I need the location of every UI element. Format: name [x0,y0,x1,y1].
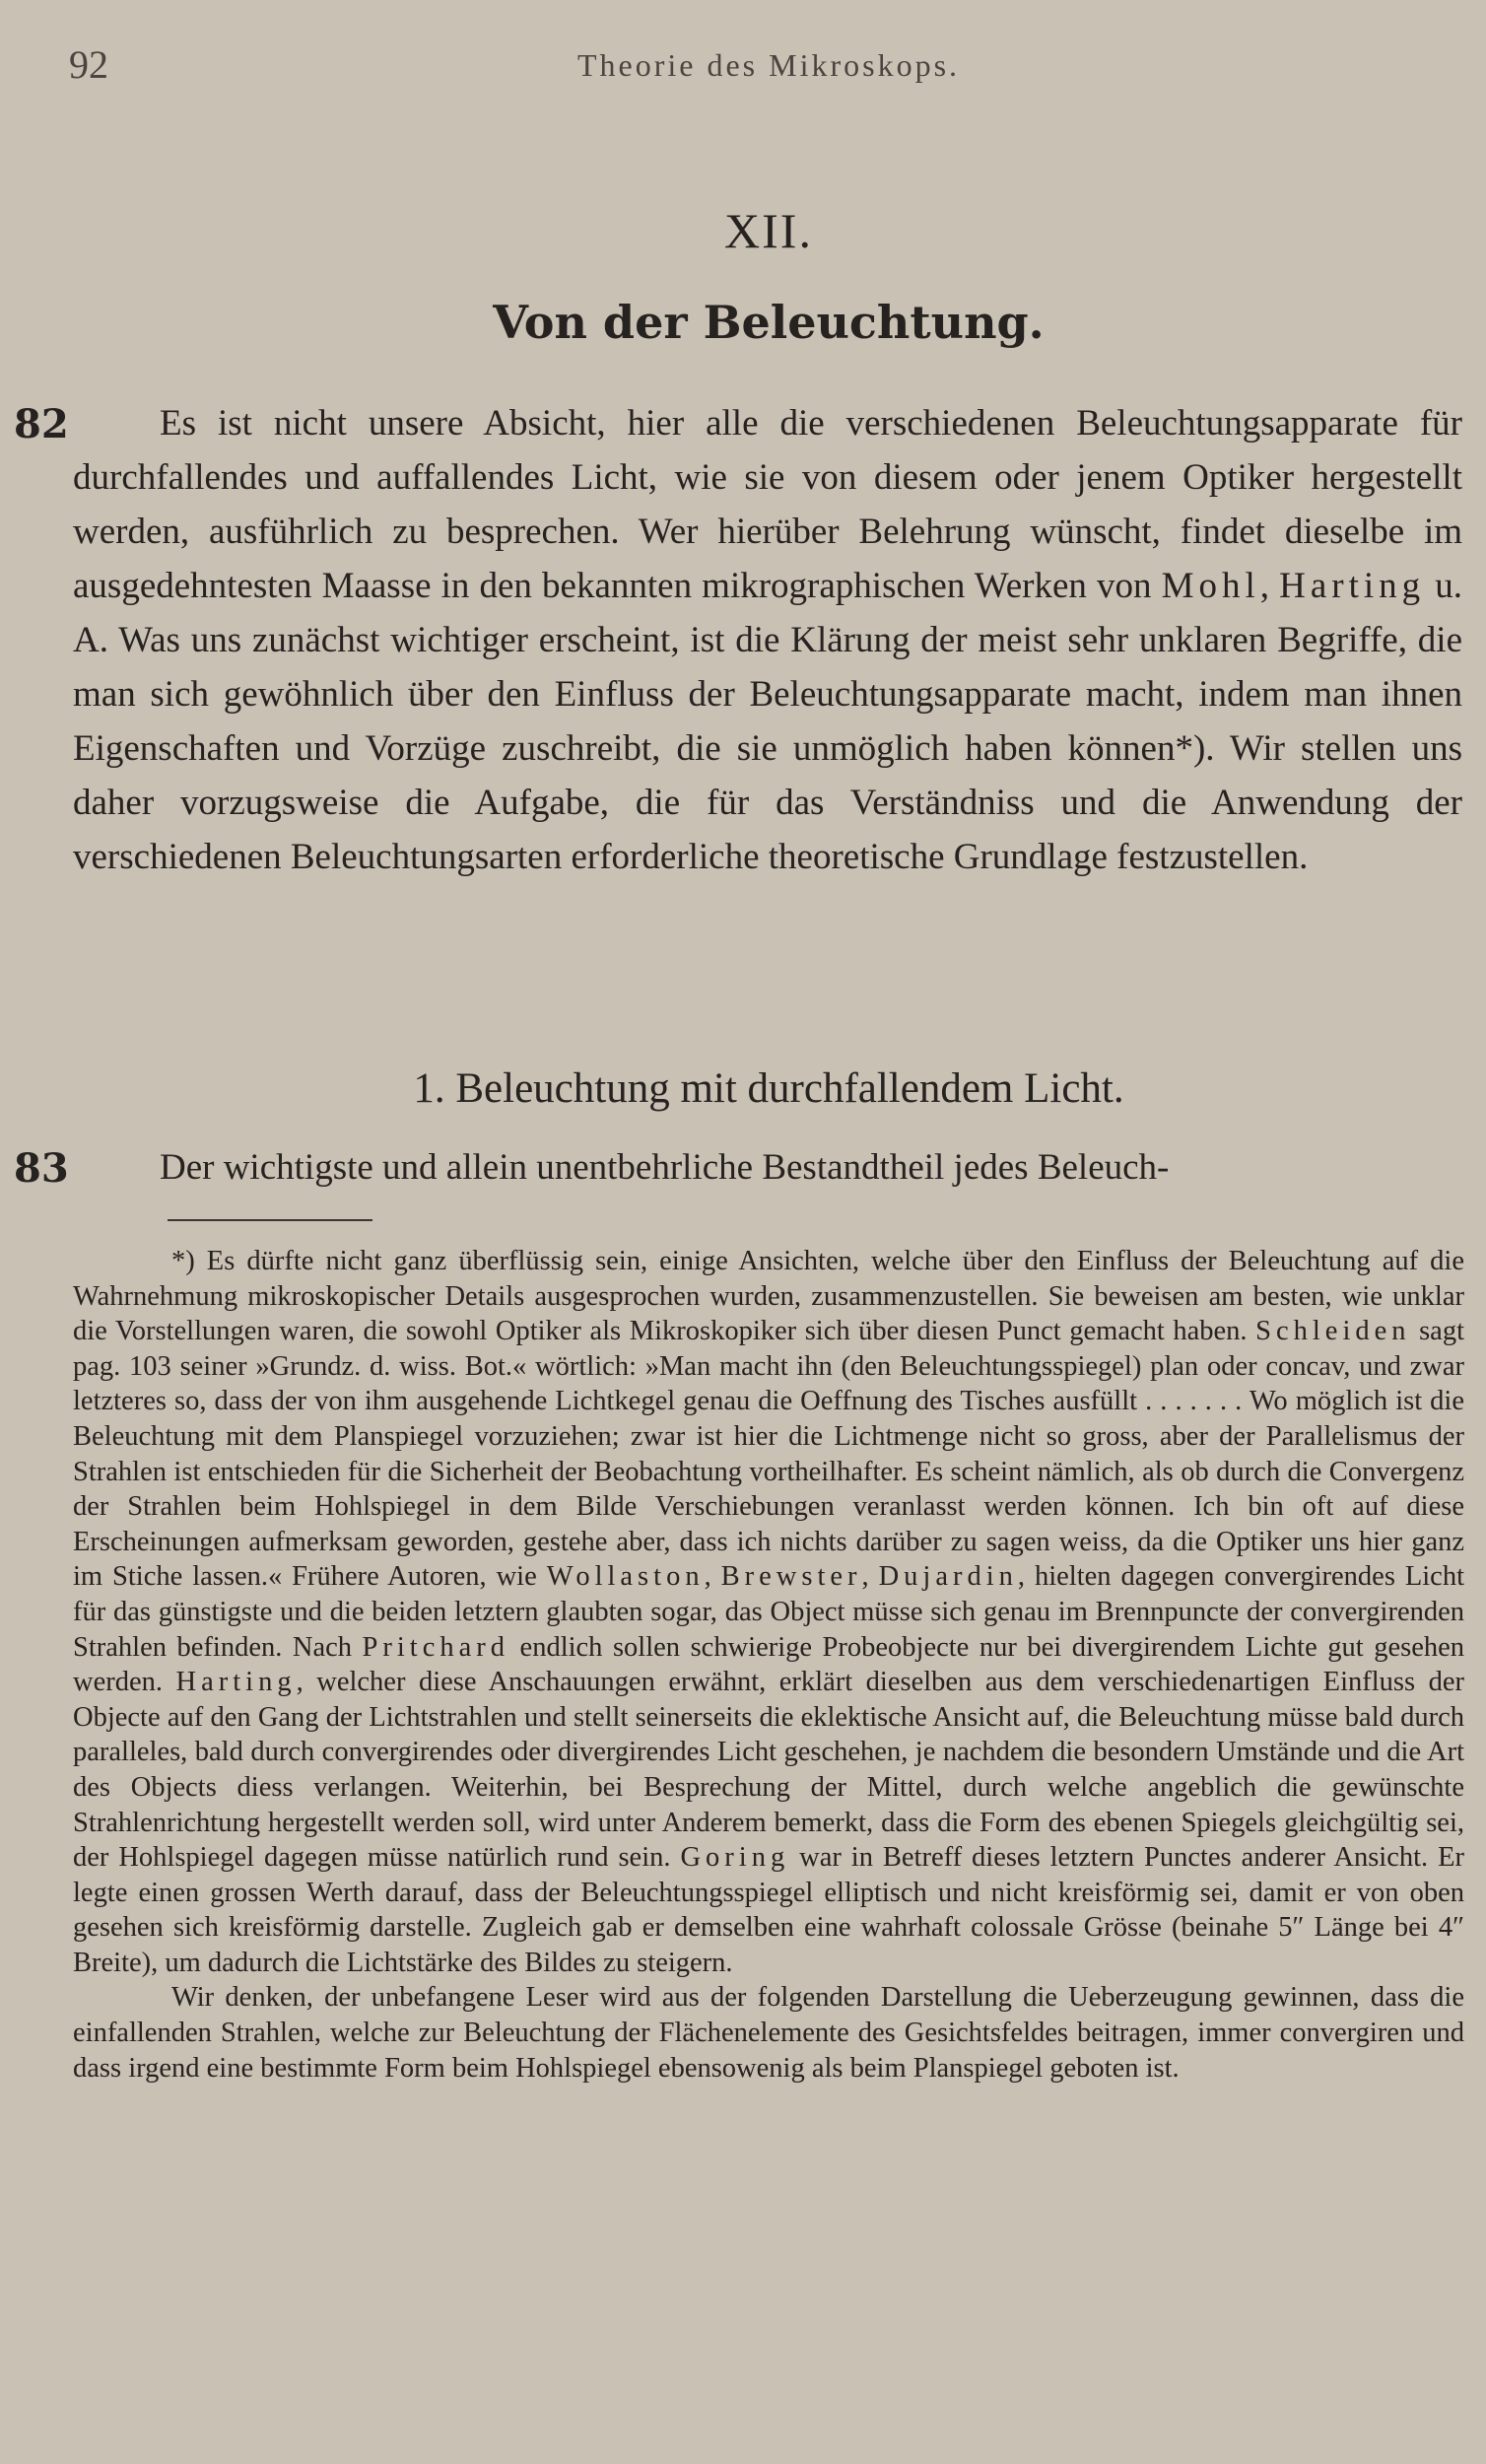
footnote-text: endlich sollen schwierige Probeobjecte nur bei divergirendem Lichte gut gesehen werden. [73,1631,1464,1698]
marginal-number-83: 83 [14,1145,69,1192]
separator: , [704,1561,721,1593]
running-title: Theorie des Mikroskops. [576,47,961,83]
author-pritchard: Pritchard [362,1631,510,1663]
separator: , [861,1561,879,1593]
footnote-text: *) Es dürfte nicht ganz überflüssig sein, einige Ansichten, welche über den Einfluss der Beleuchtung auf die Wahrnehmung mikroskopischer Details ausgesprochen wurden, zusammenzustellen. Sie beweisen am besten, wie unklar die Vorstellungen waren, die sowohl Optiker als Mikroskopiker sich über diesen Punct gemacht haben. [73,1246,1464,1347]
author-wollaston: Wollaston [546,1561,705,1593]
author-dujardin: Dujardin [878,1561,1018,1593]
footnote-text: sagt pag. 103 seiner »Grundz. d. wiss. Bot.« wörtlich: »Man macht ihn (den Beleuchtungsspiegel) plan oder concav, und zwar letzteres so, dass der von ihm ausgehende Lichtkegel genau die Oeffnung des Tisches ausfüllt . . . . . . . Wo möglich ist die Beleuchtung mit dem Planspiegel vorzuziehen; zwar ist hier die Lichtmenge nicht so gross, aber der Parallelismus der Strahlen ist entschieden für die Sicherheit der Beobachtung vortheilhafter. Es scheint nämlich, als ob durch die Convergenz der Strahlen beim Hohlspiegel in dem Bilde Verschiebungen veranlasst werden können. Ich bin oft auf diese Erscheinungen aufmerksam geworden, gestehe aber, dass ich nichts darüber zu sagen weiss, da die Optiker uns hier ganz im Stiche lassen.« Frühere Autoren, wie [73,1316,1464,1593]
marginal-number-82: 82 [14,401,69,447]
footnote [73,1244,1464,2086]
paragraph-82-text-2: u. A. Was uns zunächst wichtiger erscheint, ist die Klärung der meist sehr unklaren Begriffe, die man sich gewöhnlich über den Einfluss der Beleuchtungsapparate macht, indem man ihnen Eigenschaften und Vorzüge zuschreibt, die sie unmöglich haben können*). Wir stellen uns daher vorzugsweise die Aufgabe, die für das Verständniss und die Anwendung der verschiedenen Beleuchtungsarten erforderliche theoretische Grundlage festzustellen. [73,566,1463,877]
separator: , [1259,566,1280,606]
paragraph-82-text-1: Es ist nicht unsere Absicht, hier alle die verschiedenen Beleuchtungsapparate für durchfallendes und auffallendes Licht, wie sie von diesem oder jenem Optiker hergestellt werden, ausführlich zu besprechen. Wer hierüber Belehrung wünscht, findet dieselbe im ausgedehntesten Maasse in den bekannten mikrographischen Werken von [73,403,1462,606]
paragraph-82 [73,396,1462,884]
chapter-number: XII. [724,203,813,258]
footnote-text: , hielten dagegen convergirendes Licht für das günstigste und die beiden letztern glaubten sogar, das Object müsse sich genau im Brennpuncte der convergirenden Strahlen befinden. Nach [73,1561,1464,1663]
footnote-text: , welcher diese Anschauungen erwähnt, erklärt dieselben aus dem verschiedenartigen Einfluss der Objecte auf den Gang der Lichtstrahlen und stellt seinerseits die eklektische Ansicht auf, die Beleuchtung müsse bald durch paralleles, bald durch convergirendes oder divergirendes Licht geschehen, je nachdem die besondern Umstände und die Art des Objects diess verlangen. Weiterhin, bei Besprechung der Mittel, durch welche angeblich die gewünschte Strahlenrichtung hergestellt werden soll, wird unter Anderem bemerkt, dass die Form des ebenen Spiegels gleichgültig sei, der Hohlspiegel dagegen müsse natürlich rund sein. [73,1667,1464,1874]
author-brewster: Brewster [720,1561,862,1593]
author-harting: Harting [1279,566,1426,606]
footnote-text: war in Betreff dieses letztern Punctes anderer Ansicht. Er legte einen grossen Werth darauf, dass der Beleuchtungsspiegel elliptisch und nicht kreisförmig sei, damit er von oben gesehen sich kreisförmig darstelle. Zugleich gab er demselben eine wahrhaft colossale Grösse (beinahe 5″ Länge bei 4″ Breite), um dadurch die Lichtstärke des Bildes zu steigern. [73,1842,1465,1978]
author-schleiden: Schleiden [1255,1316,1411,1347]
author-harting: Harting [175,1667,297,1698]
running-head [69,41,1468,91]
page-number: 92 [69,42,108,87]
chapter-title: Von der Beleuchtung. [493,296,1045,349]
footnote-paragraph-2: Wir denken, der unbefangene Leser wird aus der folgenden Darstellung die Ueberzeugung gewinnen, dass die einfallenden Strahlen, welche zur Beleuchtung der Flächenelemente des Gesichtsfeldes beitragen, immer convergiren und dass irgend eine bestimmte Form beim Hohlspiegel ebensowenig als beim Planspiegel geboten ist. [73,1982,1464,2084]
paragraph-83-text: Der wichtigste und allein unentbehrliche Bestandtheil jedes Beleuch- [160,1147,1170,1188]
author-mohl: Mohl [1161,566,1260,606]
author-goring: Goring [680,1842,790,1874]
paragraph-83 [73,1140,1462,1195]
section-heading: 1. Beleuchtung mit durchfallendem Licht. [413,1065,1124,1112]
footnote-rule [168,1219,372,1221]
